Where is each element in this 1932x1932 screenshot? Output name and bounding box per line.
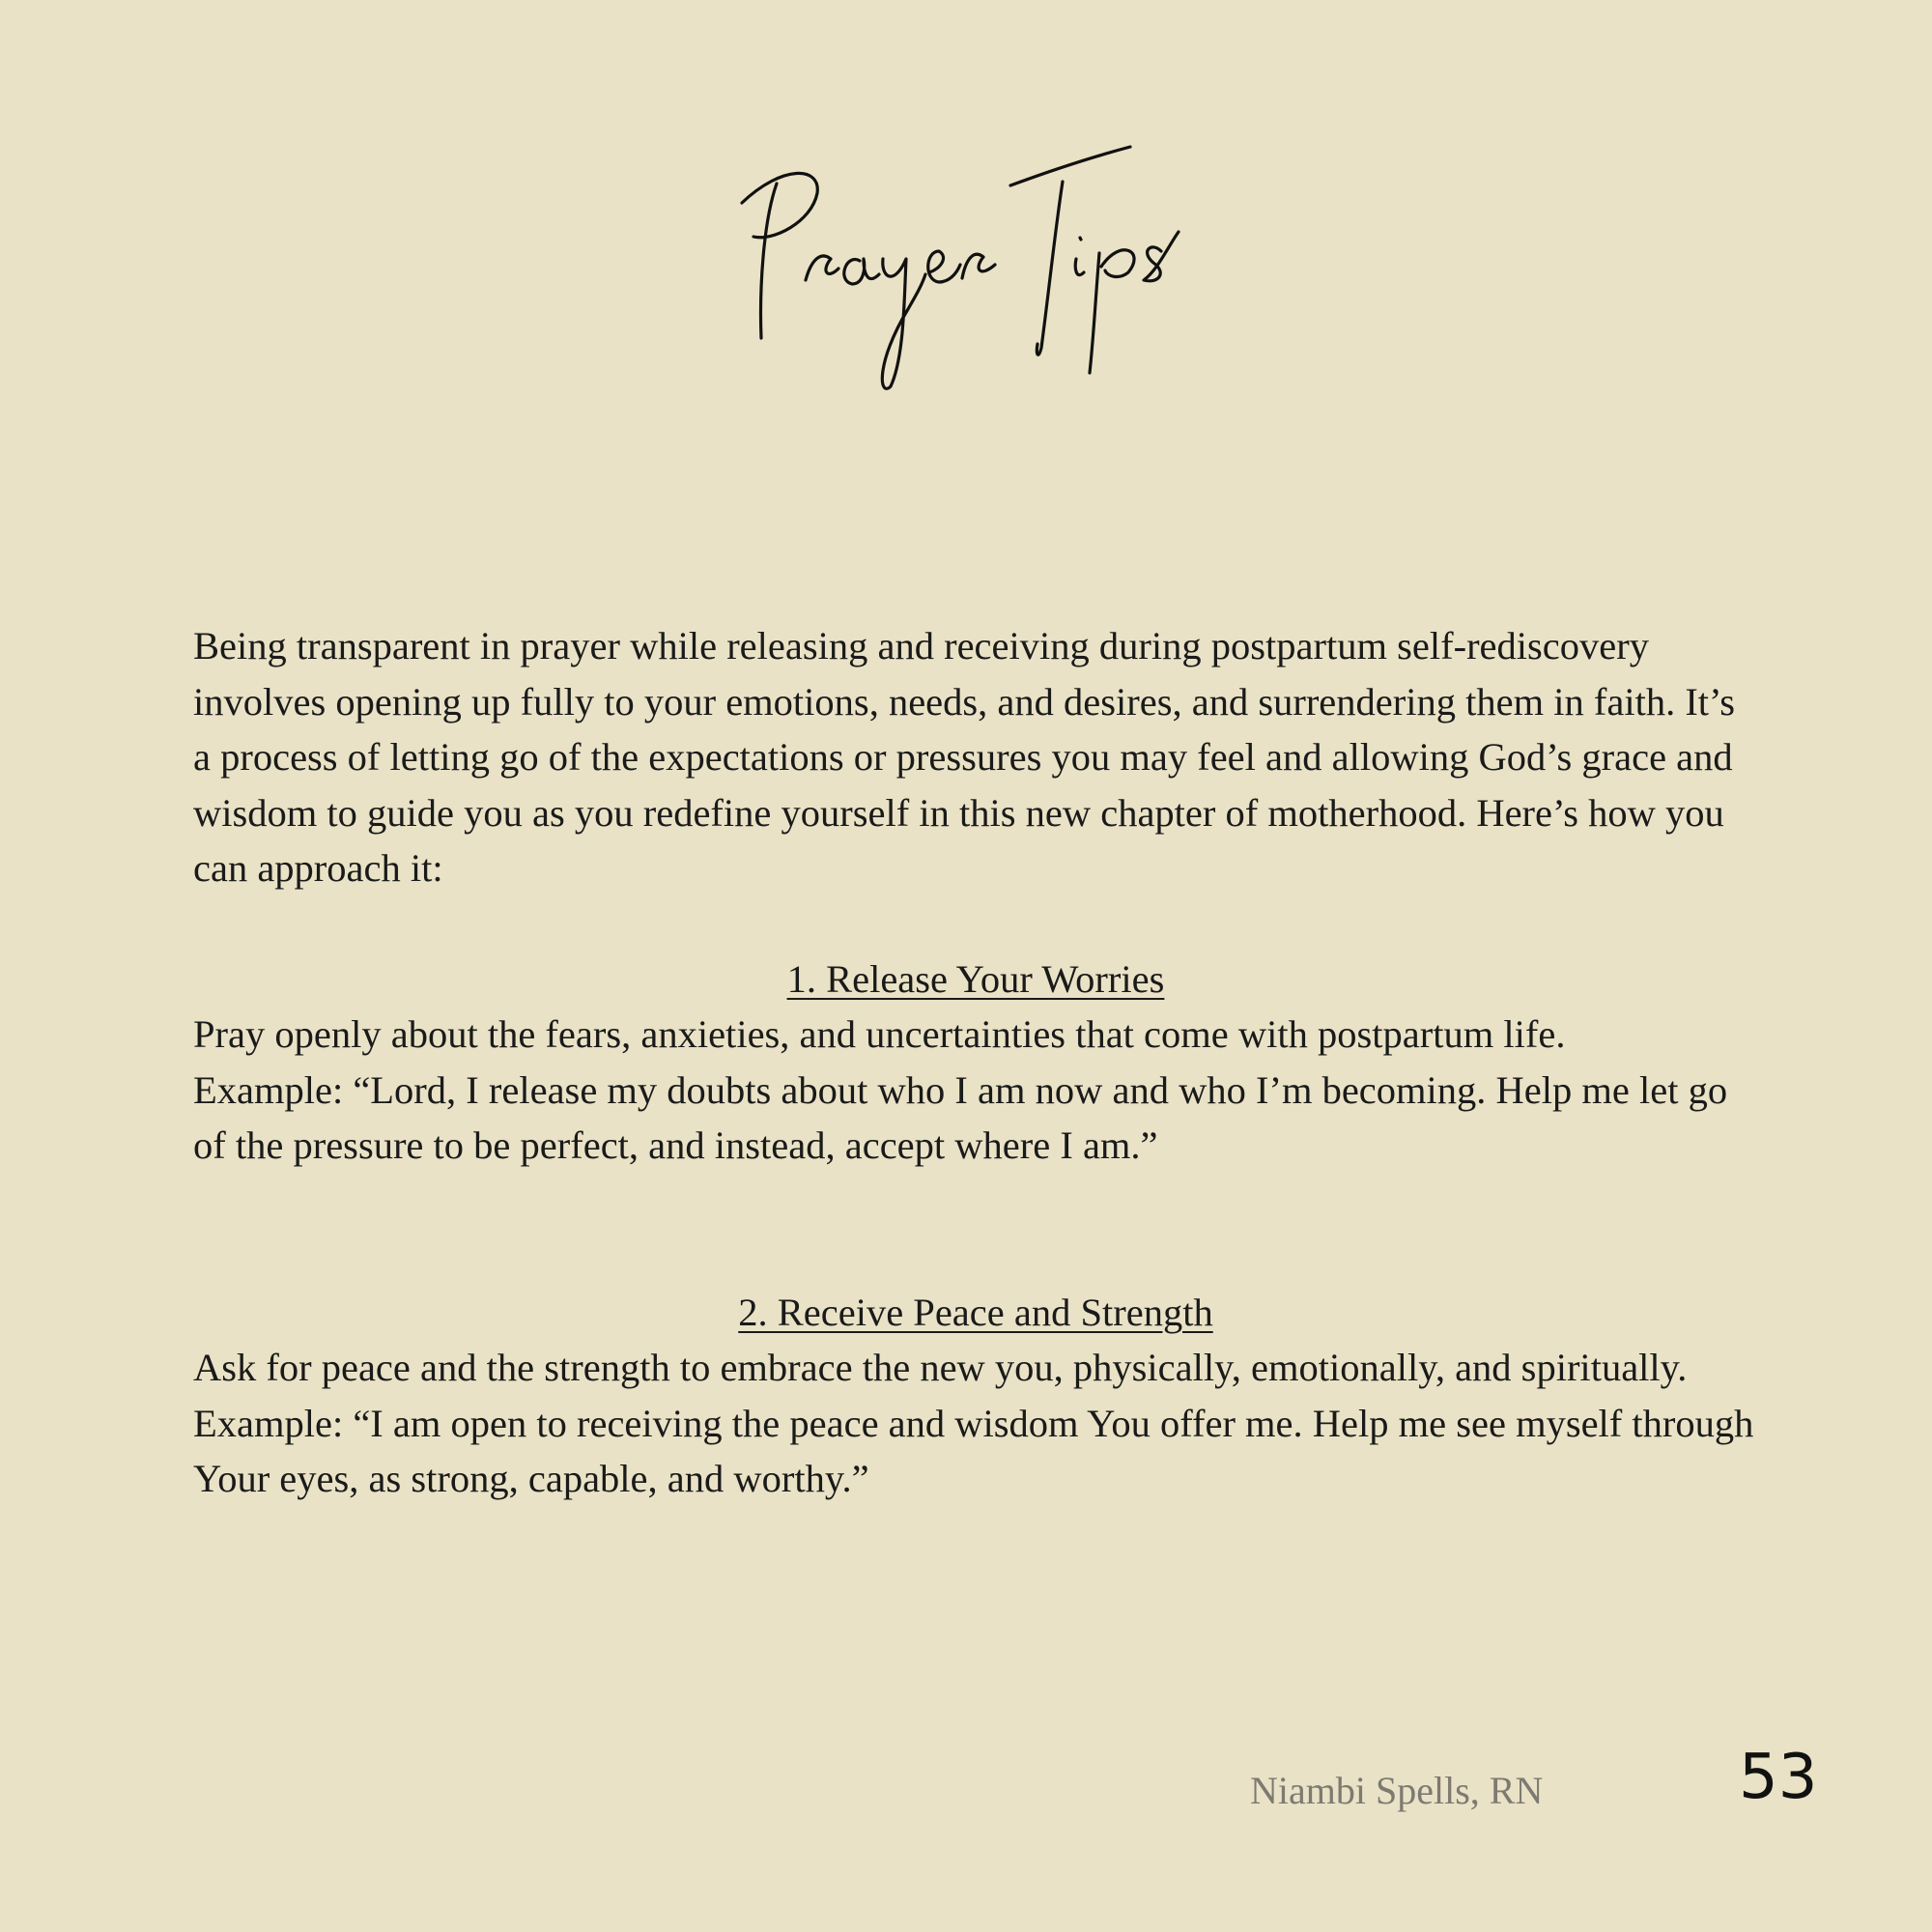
page-number: 53: [1739, 1742, 1818, 1813]
page-title-script: [676, 145, 1256, 396]
section-receive-peace: [193, 1285, 1758, 1507]
page-title-text: Prayer Tips: [966, 391, 972, 392]
section-description: Ask for peace and the strength to embrace the new you, physically, emotionally, and spiritually.: [193, 1346, 1688, 1389]
section-release-worries: [193, 952, 1758, 1174]
section-heading: 1. Release Your Worries: [786, 956, 1165, 1001]
intro-paragraph: Being transparent in prayer while releasing and receiving during postpartum self-rediscovery involves opening up fully to your emotions, needs, and desires, and surrendering them in faith. It’s a process of letting go of the expectations or pressures you may feel and allowing God’s grace and wisdom to guide you as you redefine yourself in this new chapter of motherhood. Here’s how you can approach it:: [193, 624, 1736, 890]
footer-author: Niambi Spells, RN: [1250, 1769, 1544, 1812]
page-title: [0, 145, 1932, 396]
content-body: [193, 618, 1758, 1507]
section-description: Pray openly about the fears, anxieties, and uncertainties that come with postpartum life.: [193, 1012, 1566, 1056]
section-example: Example: “I am open to receiving the peace and wisdom You offer me. Help me see myself through Your eyes, as strong, capable, and worthy.”: [193, 1401, 1754, 1500]
section-example: Example: “Lord, I release my doubts about who I am now and who I’m becoming. Help me let go of the pressure to be perfect, and instead, accept where I am.”: [193, 1067, 1728, 1167]
section-heading: 2. Receive Peace and Strength: [738, 1290, 1213, 1334]
